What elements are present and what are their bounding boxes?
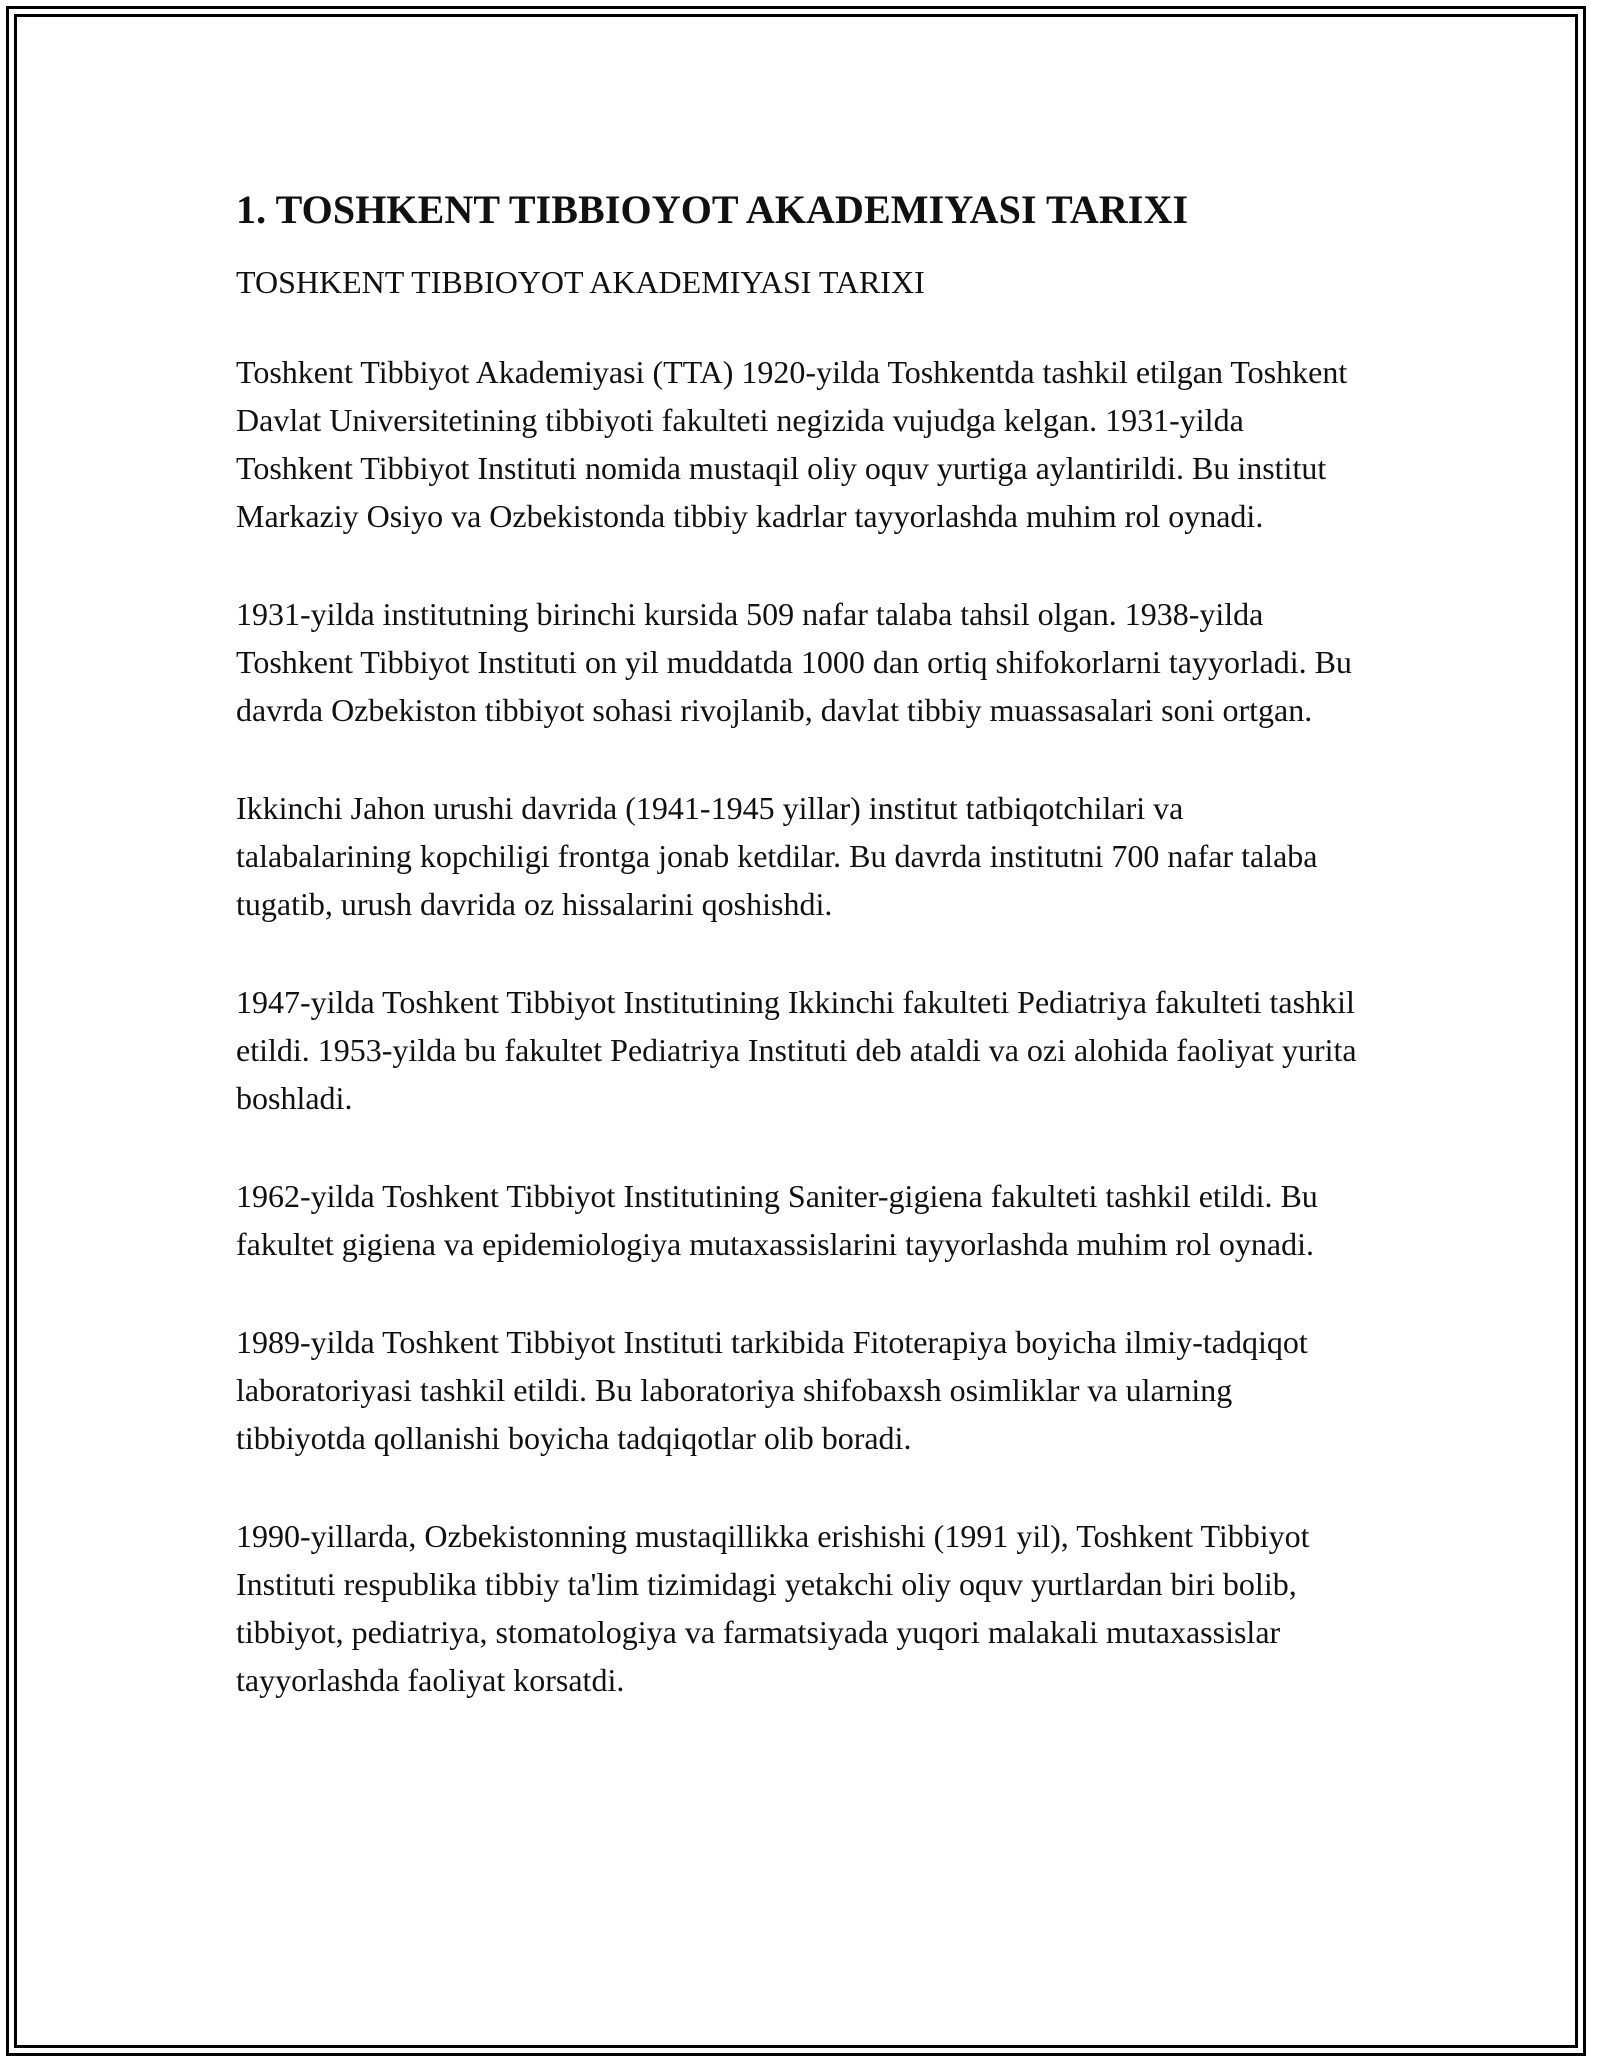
paragraph-5: 1962-yilda Toshkent Tibbiyot Institutining Saniter-gigiena fakulteti tashkil etildi. Bu fakultet gigiena va epidemiologiya mutaxassislarini tayyorlashda muhim rol oynadi. xyxy=(236,1178,1318,1262)
paragraph-6: 1989-yilda Toshkent Tibbiyot Instituti tarkibida Fitoterapiya boyicha ilmiy-tadqiqot laboratoriyasi tashkil etildi. Bu laboratoriya shifobaxsh osimliklar va ularning tibbiyotda qollanishi boyicha tadqiqotlar olib boradi. xyxy=(236,1324,1308,1456)
paragraph-3: Ikkinchi Jahon urushi davrida (1941-1945 yillar) institut tatbiqotchilari va talabalarining kopchiligi frontga jonab ketdilar. Bu davrda institutni 700 nafar talaba tugatib, urush davrida oz hissalarini qoshishdi. xyxy=(236,790,1318,922)
paragraph-7: 1990-yillarda, Ozbekistonning mustaqillikka erishishi (1991 yil), Toshkent Tibbiyot Instituti respublika tibbiy ta'lim tizimidagi yetakchi oliy oquv yurtlardan biri bolib, tibbiyot, pediatriya, stomatologiya va farmatsiyada yuqori malakali mutaxassislar tayyorlashda faoliyat korsatdi. xyxy=(236,1518,1310,1698)
paragraph-1: Toshkent Tibbiyot Akademiyasi (TTA) 1920-yilda Toshkentda tashkil etilgan Toshkent Davlat Universitetining tibbiyoti fakulteti negizida vujudga kelgan. 1931-yilda Toshkent Tibbiyot Instituti nomida mustaqil oliy oquv yurtiga aylantirildi. Bu institut Markaziy Osiyo va Ozbekistonda tibbiy kadrlar tayyorlashda muhim rol oynadi. xyxy=(236,354,1348,534)
paragraph-4: 1947-yilda Toshkent Tibbiyot Institutining Ikkinchi fakulteti Pediatriya fakulteti tashkil etildi. 1953-yilda bu fakultet Pediatriya Instituti deb ataldi va ozi alohida faoliyat yurita boshladi. xyxy=(236,984,1357,1116)
document-heading: 1. TOSHKENT TIBBIOYOT AKADEMIYASI TARIXI xyxy=(236,187,1189,232)
document-body xyxy=(236,186,1364,1704)
document-subtitle: TOSHKENT TIBBIOYOT AKADEMIYASI TARIXI xyxy=(236,264,925,300)
paragraph-2: 1931-yilda institutning birinchi kursida 509 nafar talaba tahsil olgan. 1938-yilda Toshkent Tibbiyot Instituti on yil muddatda 1000 dan ortiq shifokorlarni tayyorladi. Bu davrda Ozbekiston tibbiyot sohasi rivojlanib, davlat tibbiy muassasalari soni ortgan. xyxy=(236,596,1352,728)
